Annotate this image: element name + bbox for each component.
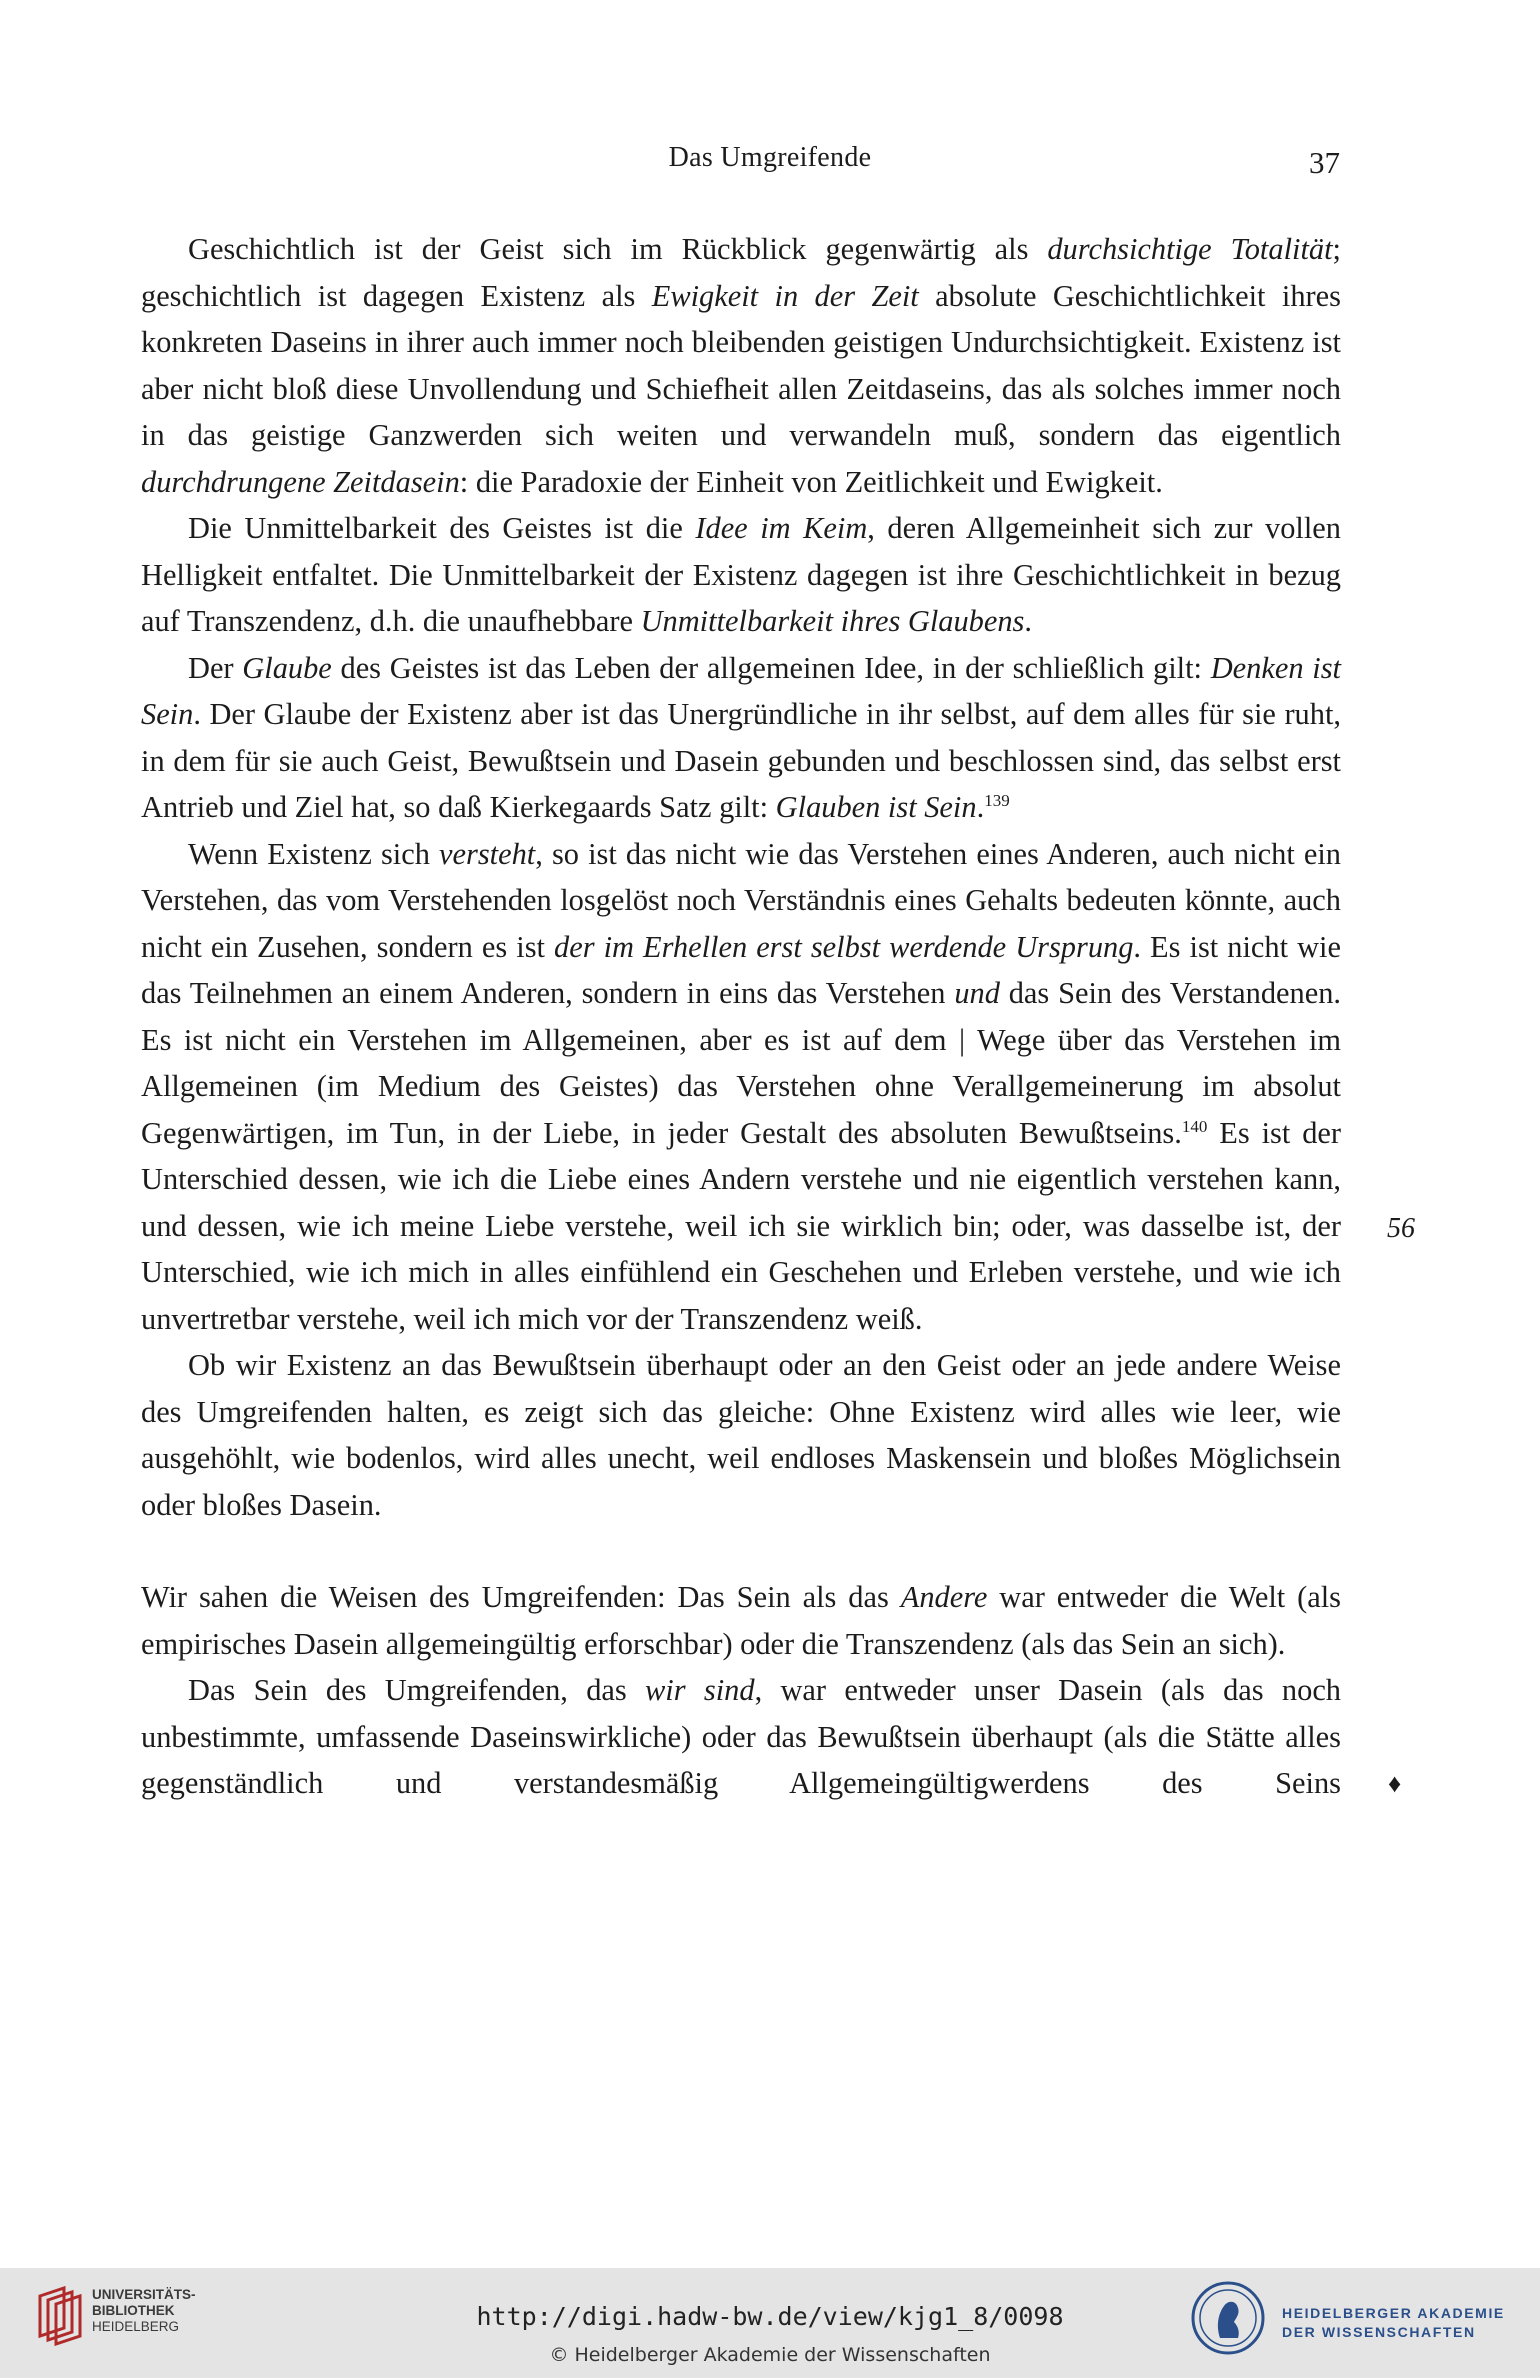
body-text <box>141 226 1341 1807</box>
text-run: , so ist das nicht wie das Verstehen eines Anderen, auch nicht ein Verstehen, das vom Verstehenden losgelöst noch Verständnis eines Gehalts bedeuten könnte, auch nicht ein Zusehen, sondern es ist <box>141 836 1341 964</box>
library-name-line-3: HEIDELBERG <box>92 2319 180 2334</box>
paragraph <box>141 505 1341 645</box>
text-run: absolute Geschichtlichkeit ihres konkreten Daseins in ihrer auch immer noch bleibenden geistigen Undurchsichtigkeit. Existenz ist aber nicht bloß diese Unvollendung und Schiefheit allen Zeitdaseins, das als solches immer noch in das geistige Ganzwerden sich weiten und verwandeln muß, sondern das eigentlich <box>141 278 1341 452</box>
source-url-link[interactable]: http://digi.hadw-bw.de/view/kjg1_8/0098 <box>476 2302 1064 2331</box>
text-run: Der <box>188 650 243 685</box>
italic-text: durchsichtige Totalität <box>1047 232 1333 266</box>
text-run: Geschichtlich ist der Geist sich im Rückblick gegenwärtig als <box>188 232 1048 266</box>
text-run: war entweder die Welt (als empirisches Dasein allgemeingültig erforschbar) oder die Transzendenz (als das Sein an sich). <box>141 1580 1342 1661</box>
italic-text: der im Erhellen erst selbst werdende Ursprung <box>554 929 1134 964</box>
text-run: Das Sein des Umgreifenden, das <box>188 1673 646 1707</box>
text-run: ; geschichtlich ist dagegen Existenz als <box>141 232 1341 313</box>
footnote-reference[interactable]: 140 <box>1181 1116 1208 1136</box>
academy-name-line-1: HEIDELBERGER AKADEMIE <box>1282 2305 1505 2321</box>
text-run: . Es ist nicht wie das Teilnehmen an einem Anderen, sondern in eins das Verstehen <box>141 929 1341 1010</box>
text-run: Wir sahen die Weisen des Umgreifenden: Das Sein als das <box>141 1580 901 1614</box>
copyright-notice: © Heidelberger Akademie der Wissenschaften <box>549 2344 991 2366</box>
text-run: das Sein des Verstandenen. Es ist nicht ein Verstehen im Allgemeinen, aber es ist auf dem | Wege über das Verstehen im Allgemeinen (im Medium des Geistes) das Verstehen ohne Verallgemeinerung im absolut Gegenwärtigen, im Tun, in der Liebe, in jeder Gestalt des absoluten Bewußtseins. <box>141 976 1342 1150</box>
paragraph <box>141 831 1341 1343</box>
italic-text: Unmittelbarkeit ihres Glaubens <box>640 604 1025 638</box>
text-run: . <box>1024 604 1032 638</box>
italic-text: Idee im Keim <box>695 511 868 545</box>
text-run: : die Paradoxie der Einheit von Zeitlichkeit und Ewigkeit. <box>459 464 1163 499</box>
italic-text: wir sind <box>645 1673 755 1707</box>
text-run: , deren Allgemeinheit sich zur vollen Helligkeit entfaltet. Die Unmittelbarkeit der Existenz dagegen ist ihre Geschichtlichkeit in bezug auf Transzendenz, d.h. die unaufhebbare <box>141 511 1341 638</box>
text-run: Es ist der Unterschied dessen, wie ich die Liebe eines Andern verstehe und nie eigentlich verstehen kann, und dessen, wie ich meine Liebe verstehe, weil ich sie wirklich bin; oder, was dasselbe ist, der Unterschied, wie ich mich in alles einfühlend ein Geschehen und Erleben verstehe, und wie ich unvertretbar verstehe, weil ich mich vor der Transzendenz weiß. <box>141 1115 1341 1336</box>
text-run: . <box>976 790 985 824</box>
paragraph <box>141 226 1341 505</box>
italic-text: und <box>954 976 1000 1010</box>
text-run: Die Unmittelbarkeit des Geistes ist die <box>188 511 696 545</box>
text-run: Wenn Existenz sich <box>188 836 440 871</box>
running-title: Das Umgreifende <box>668 142 872 173</box>
italic-text: Andere <box>900 1580 988 1614</box>
library-name-line-1: UNIVERSITÄTS- <box>92 2287 196 2302</box>
page-number: 37 <box>1309 145 1340 180</box>
text-run: Ob wir Existenz an das Bewußtsein überhaupt oder an den Geist oder an jede andere Weise des Umgreifenden halten, es zeigt sich das gleiche: Ohne Existenz wird alles wie leer, wie ausgehöhlt, wie bodenlos, wird alles unecht, weil endloses Maskensein und bloßes Möglichsein oder bloßes Dasein. <box>141 1348 1341 1522</box>
section-gap <box>141 1528 1341 1574</box>
library-name-line-2: BIBLIOTHEK <box>92 2303 175 2318</box>
italic-text: Glaube <box>242 650 332 685</box>
italic-text: durchdrungene Zeitdasein <box>141 464 460 499</box>
footer-bar <box>0 2268 1540 2378</box>
paragraph <box>141 1574 1341 1667</box>
italic-text: Glauben ist Sein <box>775 790 977 824</box>
text-run: , war entweder unser Dasein (als das noch unbestimmte, umfassende Daseinswirkliche) oder das Bewußtsein überhaupt (als die Stätte alles gegenständlich und verstandesmäßig Allgemeingültigwerdens des Seins <box>141 1673 1341 1800</box>
italic-text: Denken ist Sein <box>141 650 1341 731</box>
paragraph <box>141 1342 1341 1528</box>
academy-seal-icon <box>1190 2280 1266 2356</box>
italic-text: Ewigkeit in der Zeit <box>651 278 919 313</box>
academy-name <box>1282 2304 1505 2342</box>
academy-name-line-2: DER WISSENSCHAFTEN <box>1282 2324 1476 2340</box>
text-run: . Der Glaube der Existenz aber ist das Unergründliche in ihr selbst, auf dem alles für sie ruht, in dem für sie auch Geist, Bewußtsein und Dasein gebunden und beschlossen sind, das selbst erst Antrieb und Ziel hat, so daß Kierkegaards Satz gilt: <box>141 697 1341 824</box>
paragraph <box>141 645 1341 831</box>
margin-diamond-marker: ♦ <box>1388 1769 1402 1798</box>
text-run: des Geistes ist das Leben der allgemeinen Idee, in der schließlich gilt: <box>331 650 1211 685</box>
footnote-reference[interactable]: 139 <box>984 791 1010 810</box>
italic-text: versteht <box>439 836 536 871</box>
margin-page-reference: 56 <box>1387 1213 1415 1244</box>
paragraph <box>141 1667 1341 1807</box>
